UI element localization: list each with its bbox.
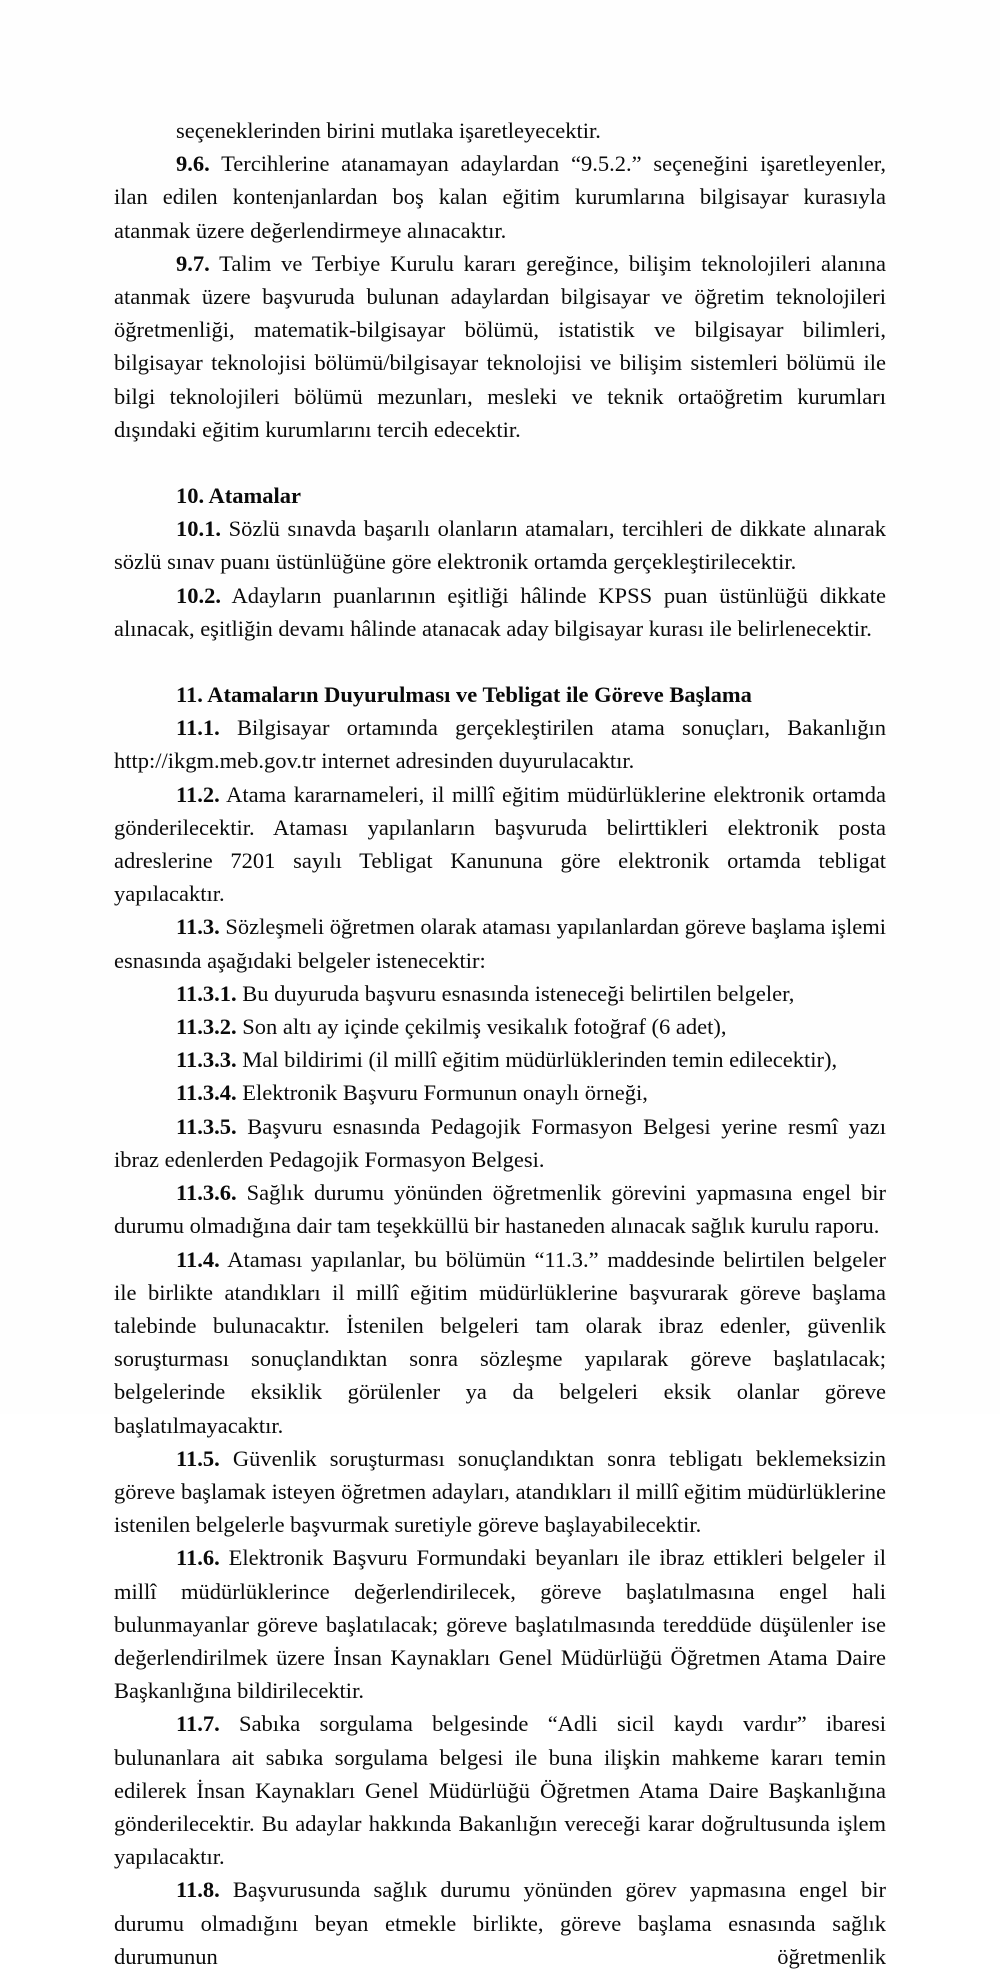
- list-item-text: Mal bildirimi (il millî eğitim müdürlüklerinden temin edilecektir),: [236, 1047, 838, 1073]
- paragraph-11-2: [114, 778, 886, 911]
- paragraph-10-2: [114, 579, 886, 645]
- paragraph-11-3: [114, 910, 886, 976]
- paragraph-11-7: [114, 1707, 886, 1873]
- list-item-number: 11.3.2.: [176, 1014, 237, 1040]
- paragraph-number: 9.6.: [176, 151, 210, 177]
- paragraph-9-7: [114, 247, 886, 446]
- paragraph-text: Başvuru esnasında Pedagojik Formasyon Belgesi yerine resmî yazı ibraz edenlerden Pedagojik Formasyon Belgesi.: [114, 1113, 886, 1172]
- paragraph-text: Sözleşmeli öğretmen olarak ataması yapılanlardan göreve başlama işlemi esnasında aşağıdaki belgeler istenecektir:: [114, 914, 886, 973]
- paragraph-number: 11.1.: [176, 715, 220, 741]
- section-spacer: [114, 446, 886, 479]
- list-item-11-3-4: [114, 1076, 886, 1109]
- paragraph-10-1: [114, 512, 886, 578]
- paragraph-text: Ataması yapılanlar, bu bölümün “11.3.” maddesinde belirtilen belgeler ile birlikte atandıkları il millî eğitim müdürlüklerine başvurarak göreve başlama talebinde bulunacaktır. İstenilen belgeleri tam olarak ibraz edenler, güvenlik soruşturması sonuçlandıktan sonra sözleşme yapılarak göreve başlatılacak; belgelerinde eksiklik görülenler ya da belgeleri eksik olanlar göreve başlatılmayacaktır.: [114, 1246, 886, 1438]
- paragraph-9-6: [114, 147, 886, 247]
- paragraph-text: Sözlü sınavda başarılı olanların atamaları, tercihleri de dikkate alınarak sözlü sınav puanı üstünlüğüne göre elektronik ortamda gerçekleştirilecektir.: [114, 516, 886, 575]
- paragraph-text: Elektronik Başvuru Formundaki beyanları ile ibraz ettikleri belgeler il millî müdürlüklerince değerlendirilecek, göreve başlatılmasına engel hali bulunmayanlar göreve başlatılacak; göreve başlatılmasında tereddüde düşülenler ise değerlendirilmek üzere İnsan Kaynakları Genel Müdürlüğü Öğretmen Atama Daire Başkanlığına bildirilecektir.: [114, 1545, 886, 1704]
- paragraph-number: 10.2.: [176, 582, 221, 608]
- paragraph-number: 11.8.: [176, 1877, 220, 1903]
- paragraph-text: Sağlık durumu yönünden öğretmenlik görevini yapmasına engel bir durumu olmadığına dair tam teşekküllü bir hastaneden alınacak sağlık kurulu raporu.: [114, 1180, 886, 1239]
- paragraph-text: Sabıka sorgulama belgesinde “Adli sicil kaydı vardır” ibaresi bulunanlara ait sabıka sorgulama belgesi ile buna ilişkin mahkeme kararı temin edilerek İnsan Kaynakları Genel Müdürlüğü Öğretmen Atama Daire Başkanlığına gönderilecektir. Bu adaylar hakkında Bakanlığın vereceği karar doğrultusunda işlem yapılacaktır.: [114, 1711, 886, 1870]
- list-item-number: 11.3.1.: [176, 980, 237, 1006]
- paragraph-text: Atama kararnameleri, il millî eğitim müdürlüklerine elektronik ortamda gönderilecektir. Ataması yapılanların başvuruda belirttikleri elektronik posta adreslerine 7201 sayılı Tebligat Kanununa göre elektronik ortamda tebligat yapılacaktır.: [114, 781, 886, 907]
- section-heading-10: 10. Atamalar: [176, 483, 301, 509]
- paragraph-number: 11.5.: [176, 1445, 220, 1471]
- list-item-number: 11.3.4.: [176, 1080, 237, 1106]
- paragraph-number: 11.3.5.: [176, 1113, 237, 1139]
- section-heading-11: 11. Atamaların Duyurulması ve Tebligat ile Göreve Başlama: [176, 682, 752, 708]
- document-text-body: [114, 114, 886, 1973]
- paragraph-11-5: [114, 1442, 886, 1542]
- list-item-number: 11.3.3.: [176, 1047, 237, 1073]
- paragraph-number: 11.3.: [176, 914, 220, 940]
- paragraph-number: 11.4.: [176, 1246, 220, 1272]
- paragraph-text: Tercihlerine atanamayan adaylardan “9.5.2.” seçeneğini işaretleyenler, ilan edilen kontenjanlardan boş kalan eğitim kurumlarına bilgisayar kurasıyla atanmak üzere değerlendirmeye alınacaktır.: [114, 151, 886, 243]
- list-item-11-3-3: [114, 1043, 886, 1076]
- paragraph-text: Bilgisayar ortamında gerçekleştirilen atama sonuçları, Bakanlığın http://ikgm.meb.gov.tr internet adresinden duyurulacaktır.: [114, 715, 886, 774]
- paragraph-number: 11.3.6.: [176, 1180, 237, 1206]
- list-item-text: Son altı ay içinde çekilmiş vesikalık fotoğraf (6 adet),: [236, 1014, 727, 1040]
- list-item-text: Elektronik Başvuru Formunun onaylı örneği,: [236, 1080, 648, 1106]
- list-item-text: Bu duyuruda başvuru esnasında isteneceği belirtilen belgeler,: [236, 980, 795, 1006]
- paragraph-text: Adayların puanlarının eşitliği hâlinde KPSS puan üstünlüğü dikkate alınacak, eşitliğin devamı hâlinde atanacak aday bilgisayar kurası ile belirlenecektir.: [114, 582, 886, 641]
- list-item-11-3-1: [114, 977, 886, 1010]
- paragraph-11-1: [114, 711, 886, 777]
- paragraph-11-3-5: [114, 1110, 886, 1176]
- paragraph-continuation-9-5: [114, 114, 886, 147]
- paragraph-11-3-6: [114, 1176, 886, 1242]
- paragraph-text: seçeneklerinden birini mutlaka işaretleyecektir.: [176, 118, 601, 143]
- paragraph-text: Başvurusunda sağlık durumu yönünden görev yapmasına engel bir durumu olmadığını beyan etmekle birlikte, göreve başlama esnasında sağlık durumunun öğretmenlik: [114, 1877, 886, 1969]
- paragraph-number: 9.7.: [176, 250, 210, 276]
- paragraph-11-6: [114, 1541, 886, 1707]
- section-spacer: [114, 645, 886, 678]
- paragraph-number: 10.1.: [176, 516, 221, 542]
- paragraph-number: 11.7.: [176, 1711, 220, 1737]
- paragraph-11-8: [114, 1873, 886, 1973]
- paragraph-number: 11.6.: [176, 1545, 220, 1571]
- paragraph-text: Güvenlik soruşturması sonuçlandıktan sonra tebligatı beklemeksizin göreve başlamak isteyen öğretmen adayları, atandıkları il millî eğitim müdürlüklerine istenilen belgelerle başvurmak suretiyle göreve başlayabilecektir.: [114, 1445, 886, 1538]
- list-item-11-3-2: [114, 1010, 886, 1043]
- paragraph-text: Talim ve Terbiye Kurulu kararı gereğince, bilişim teknolojileri alanına atanmak üzere başvuruda bulunan adaylardan bilgisayar ve öğretim teknolojileri öğretmenliği, matematik-bilgisayar bölümü, istatistik ve bilgisayar bilimleri, bilgisayar teknolojisi bölümü/bilgisayar teknolojisi ve bilişim sistemleri bölümü ile bilgi teknolojileri bölümü mezunları, mesleki ve teknik ortaöğretim kurumları dışındaki eğitim kurumlarını tercih edecektir.: [114, 250, 886, 442]
- paragraph-number: 11.2.: [176, 781, 220, 807]
- paragraph-11-4: [114, 1243, 886, 1442]
